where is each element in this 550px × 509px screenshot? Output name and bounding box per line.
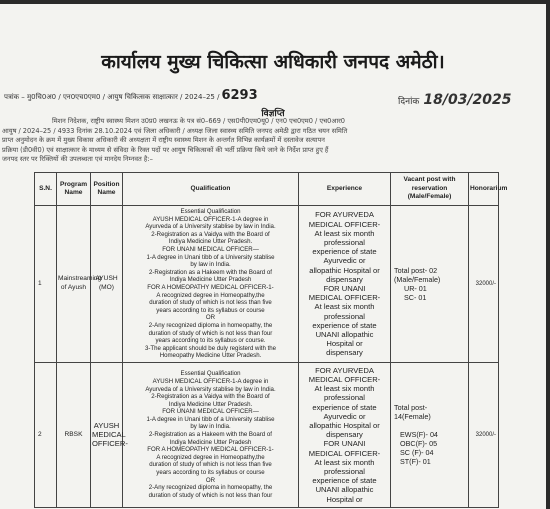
experience-line: Hospital or: [326, 494, 363, 504]
vacancy-line: UR- 01: [404, 283, 427, 293]
experience-line: MEDICAL OFFICER-: [308, 219, 381, 229]
qualification-line: by law in India.: [190, 423, 231, 431]
qualification-line: duration of study of which is not less than four: [148, 491, 273, 499]
experience-line: experience of state: [312, 402, 377, 412]
experience-line: experience of state: [312, 476, 377, 486]
vacancy-line: SC- 01: [404, 292, 427, 302]
cell-vacant-posts: [391, 206, 469, 363]
qualification-line: by law in India.: [190, 261, 231, 269]
reference-line: [4, 88, 258, 103]
cell-qualification: [123, 206, 299, 363]
table-row: [35, 206, 499, 363]
qualification-line: 2-Any recognized diploma in homeopathy, the: [148, 321, 273, 329]
office-title: कार्यालय मुख्य चिकित्सा अधिकारी जनपद अमेठी।: [101, 51, 445, 73]
experience-line: UNANI allopathic: [315, 485, 374, 495]
qualification-line: Ayurveda of a University stablise by law in India.: [145, 385, 276, 393]
experience-line: Ayurvedic or: [323, 256, 366, 266]
cell-program: Mainstreaming of Ayush: [57, 206, 91, 363]
intro-paragraph: [2, 117, 542, 165]
header-experience: Experience: [299, 173, 391, 206]
qualification-line: years according to its syllabus or course: [156, 306, 265, 314]
qualification-line: 1-A degree in Unani tibb of a University stablise: [146, 415, 275, 423]
qualification-line: 3-The applicant should be duly registerd with the: [144, 344, 277, 352]
header-vacant: [391, 173, 469, 206]
experience-line: professional: [324, 393, 365, 403]
experience-line: At least six month: [314, 384, 375, 394]
experience-line: Hospital or: [326, 339, 363, 349]
vacancy-table: [34, 172, 508, 508]
experience-line: At least six month: [314, 228, 375, 238]
qualification-line: FOR A HOMEOPATHY MEDICAL OFFICER-1-: [147, 446, 274, 454]
cell-position: AYUSH (MO): [91, 206, 123, 363]
qualification-line: 2-Registration as a Vaidya with the Board of: [151, 230, 270, 238]
experience-line: MEDICAL OFFICER-: [308, 293, 381, 303]
header-vacant-text: Vacant post with reservation: [403, 176, 456, 192]
experience-line: dispensary: [326, 430, 363, 440]
cell-program: RBSK: [57, 362, 91, 507]
vacancy-line: (Male/Female): [394, 274, 441, 284]
qualification-line: FOR A HOMEOPATHY MEDICAL OFFICER-1-: [147, 283, 274, 291]
cell-experience: [299, 362, 391, 507]
qualification-line: A recognized degree in Homeopathy,the: [156, 453, 265, 461]
vacancy-line: Total post-: [394, 403, 428, 413]
vacancy-line: [394, 421, 465, 430]
vacancy-line: EWS(F)- 04: [400, 430, 438, 440]
experience-line: At least six month: [314, 302, 375, 312]
experience-line: MEDICAL OFFICER-: [308, 375, 381, 385]
vacancy-line: OBC(F)- 05: [400, 439, 438, 449]
cell-honorarium: 32000/-: [469, 362, 499, 507]
cell-qualification: [123, 362, 299, 507]
qualification-line: years according to its syllabus or course: [156, 469, 265, 477]
experience-line: FOR UNANI: [323, 439, 366, 449]
experience-line: At least six month: [314, 457, 375, 467]
notice-title: विज्ञप्ति: [261, 109, 285, 119]
qualification-line: 2-Registration as a Vaidya with the Board of: [151, 393, 270, 401]
experience-line: dispensary: [326, 274, 363, 284]
qualification-line: 1-A degree in Unani tibb of a University stablise: [146, 253, 275, 261]
header-sn: S.N.: [35, 173, 57, 206]
experience-line: professional: [324, 237, 365, 247]
cell-position: AYUSH MEDICAL OFFICER-: [91, 362, 123, 507]
qualification-line: years according to its syllabus or course.: [155, 337, 266, 345]
experience-line: UNANI allopathic: [315, 329, 374, 339]
date-label: दिनांक: [398, 97, 420, 107]
experience-line: experience of state: [312, 247, 377, 257]
intro-line: जनपद स्तर पर रिक्तियों की उपलब्धता एवं मानदेय निम्नवत है:–: [2, 155, 153, 163]
qualification-line: Indiya Medicine Utter Pradesh: [169, 276, 252, 284]
cell-vacant-posts: [391, 362, 469, 507]
reference-text: पत्रांक – मु0चि0अ0 / एन0एच0एम0 / आयुष चिकित्सक साक्षात्कार / 2024–25 /: [4, 93, 220, 101]
qualification-line: OR: [205, 314, 216, 322]
qualification-line: Essential Qualification: [180, 208, 241, 215]
qualification-line: 2-Registration as a Hakeem with the Board of: [149, 268, 272, 276]
qualification-line: duration of study of which is not less than five: [149, 299, 272, 307]
header-qualification: Qualification: [123, 173, 299, 206]
experience-line: dispensary: [326, 348, 363, 358]
intro-line: आयुष / 2024–25 / 4933 दिनांक 28.10.2024 एवं जिला अधिकारी / अध्यक्ष जिला स्वास्थ्य समिति जनपद अमेठी द्वारा गठित चयन समिति: [2, 126, 348, 135]
qualification-line: Ayurveda of a University stablise by law in India.: [145, 223, 276, 231]
qualification-line: Indiya Medicine Utter Pradesh.: [168, 400, 253, 408]
qualification-line: 2-Registration as a Hakeem with the Board of: [149, 431, 272, 439]
vacancy-line: ST(F)- 01: [400, 457, 431, 467]
cell-sn: 1: [35, 206, 57, 363]
qualification-line: FOR UNANI MEDICAL OFFICER—: [162, 408, 259, 416]
qualification-line: A recognized degree in Homeopathy,the: [156, 291, 265, 299]
vacancy-line: Total post- 02: [394, 265, 438, 275]
reference-number: 6293: [221, 88, 258, 103]
intro-line: मिशन निदेशक, राष्ट्रीय स्वास्थ्य मिशन उ0प्र0 लखनऊ के पत्र सं0–669 / एस0पी0एम0यू0 / एन0 एच0एम0 / एच0आर0: [52, 117, 345, 125]
qualification-line: AYUSH MEDICAL OFFICER-1-A degree in: [152, 215, 269, 223]
experience-line: MEDICAL OFFICER-: [308, 448, 381, 458]
cell-honorarium: 32000/-: [469, 206, 499, 363]
qualification-line: OR: [205, 476, 216, 484]
experience-line: professional: [324, 311, 365, 321]
table-header-row: [35, 173, 499, 206]
qualification-line: Indiya Medicine Utter Pradesh: [169, 438, 252, 446]
document-page: [0, 4, 546, 509]
vacancy-line: SC (F)- 04: [400, 448, 434, 458]
header-honorarium: Honorarium: [469, 173, 499, 206]
intro-line: प्रक्रिया (डी0वी0) एवं साक्षात्कार के माध्यम से संविदा के रिक्त पदों पर आयुष चिकित्सकों की भर्ती प्रक्रिया किये जाने के निर्देश प्राप्त हुए हैं: [2, 145, 329, 154]
qualification-line: AYUSH MEDICAL OFFICER-1-A degree in: [152, 377, 269, 385]
qualification-line: 2-Any recognized diploma in homeopathy, the: [148, 484, 273, 492]
header-vacant-sub: (Male/Female): [407, 193, 452, 201]
qualification-line: Indiya Medicine Utter Pradesh.: [168, 238, 253, 246]
qualification-line: Essential Qualification: [180, 370, 241, 378]
qualification-line: duration of study of which is not less than four: [148, 329, 273, 337]
qualification-line: FOR UNANI MEDICAL OFFICER—: [162, 245, 259, 253]
experience-line: experience of state: [312, 320, 377, 330]
qualification-line: Homeopathy Medicine Utter Pradesh.: [159, 352, 262, 360]
header-program: Program Name: [57, 173, 91, 206]
experience-line: FOR UNANI: [323, 283, 366, 293]
experience-line: professional: [324, 467, 365, 477]
cell-experience: [299, 206, 391, 363]
experience-line: allopathic Hospital or: [309, 421, 380, 431]
vacancy-line: 14(Female): [394, 412, 431, 422]
qualification-line: duration of study of which is not less than five: [149, 461, 272, 469]
experience-line: Ayurvedic or: [323, 411, 366, 421]
cell-sn: 2: [35, 362, 57, 507]
experience-line: FOR AYURVEDA: [315, 210, 374, 220]
date-value: 18/03/2025: [423, 92, 512, 108]
experience-line: allopathic Hospital or: [309, 265, 380, 275]
intro-line: प्राप्त अनुमोदन के क्रम में मुख्य विकास अधिकारी की अध्यक्षता में राष्ट्रीय स्वास्थ्य मिशन के अन्तर्गत विभिन्न कार्यक्रमों में दस्तावेज सत्यापन: [2, 136, 325, 144]
header-position: Position Name: [91, 173, 123, 206]
experience-line: FOR AYURVEDA: [315, 365, 374, 375]
table-row: [35, 362, 499, 507]
